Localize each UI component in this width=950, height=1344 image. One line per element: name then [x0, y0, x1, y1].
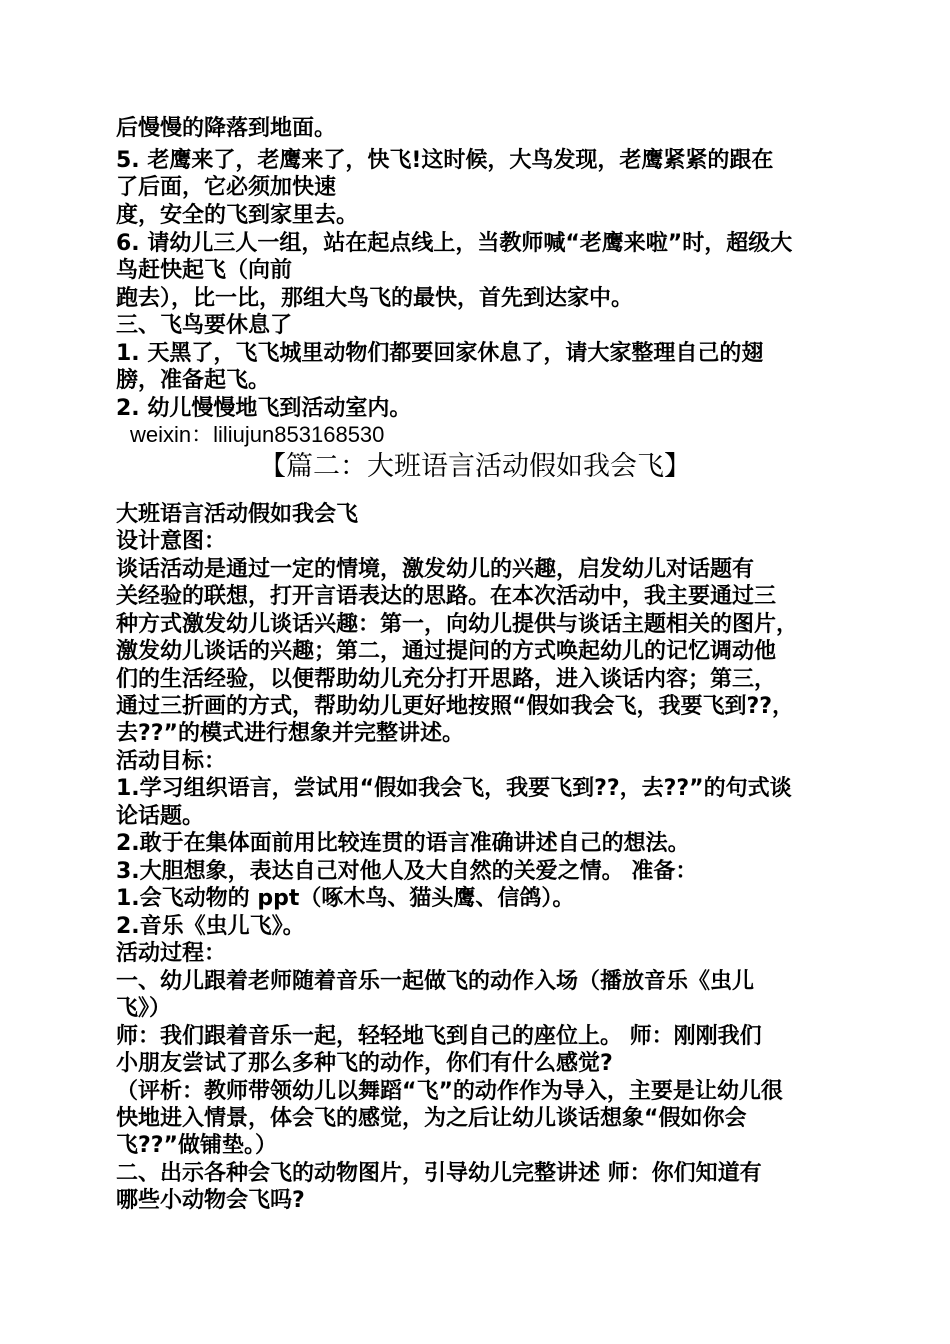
text-line: 2.敢于在集体面前用比较连贯的语言准确讲述自己的想法。	[116, 831, 690, 856]
text-line: 6. 请幼儿三人一组，站在起点线上，当教师喊“老鹰来啦”时，超级大	[116, 231, 793, 256]
text-line: 激发幼儿谈话的兴趣；第二，通过提问的方式唤起幼儿的记忆调动他	[116, 639, 777, 664]
text-line: 2. 幼儿慢慢地飞到活动室内。	[116, 396, 412, 421]
text-line: 快地进入情景，体会飞的感觉，为之后让幼儿谈话想象“假如你会	[116, 1106, 747, 1131]
text-line: 小朋友尝试了那么多种飞的动作，你们有什么感觉?	[116, 1051, 613, 1076]
text-line: 活动过程：	[116, 941, 227, 966]
text-line: 设计意图：	[116, 529, 227, 554]
text-line: 1.学习组织语言，尝试用“假如我会飞，我要飞到??，去??”的句式谈	[116, 776, 792, 801]
article-title: 大班语言活动假如我会飞	[116, 502, 359, 527]
text-line: 鸟赶快起飞（向前	[116, 258, 293, 283]
text-line: 谈话活动是通过一定的情境，激发幼儿的兴趣，启发幼儿对话题有	[116, 557, 755, 582]
text-line: 哪些小动物会飞吗?	[116, 1188, 305, 1213]
text-line: 去??”的模式进行想象并完整讲述。	[116, 721, 464, 746]
text-line: 后慢慢的降落到地面。	[116, 116, 337, 141]
text-line: 度，安全的飞到家里去。	[116, 203, 359, 228]
text-line: 1.会飞动物的 ppt（啄木鸟、猫头鹰、信鸽）。	[116, 886, 575, 911]
text-line: 论话题。	[116, 804, 205, 829]
text-line: 通过三折画的方式，帮助幼儿更好地按照“假如我会飞，我要飞到??，	[116, 694, 794, 719]
text-line: 种方式激发幼儿谈话兴趣：第一，向幼儿提供与谈话主题相关的图片，	[116, 612, 799, 637]
text-line: 一、幼儿跟着老师随着音乐一起做飞的动作入场（播放音乐《虫儿	[116, 969, 755, 994]
text-line: 二、出示各种会飞的动物图片，引导幼儿完整讲述 师：你们知道有	[116, 1161, 762, 1186]
text-line: 了后面，它必须加快速	[116, 175, 337, 200]
part-heading: 【篇二：大班语言活动假如我会飞】	[259, 451, 691, 482]
text-line: 1. 天黑了，飞飞城里动物们都要回家休息了，请大家整理自己的翅	[116, 341, 764, 366]
text-line: 师：我们跟着音乐一起，轻轻地飞到自己的座位上。 师：刚刚我们	[116, 1024, 762, 1049]
text-line: 5. 老鹰来了，老鹰来了，快飞!这时候，大鸟发现，老鹰紧紧的跟在	[116, 148, 774, 173]
text-line: 活动目标：	[116, 749, 227, 774]
text-line: 关经验的联想，打开言语表达的思路。在本次活动中，我主要通过三	[116, 584, 777, 609]
text-line: 们的生活经验，以便帮助幼儿充分打开思路，进入谈话内容；第三，	[116, 667, 777, 692]
text-line: 2.音乐《虫儿飞》。	[116, 914, 305, 939]
text-line: 膀，准备起飞。	[116, 368, 271, 393]
section-heading: 三、飞鸟要休息了	[116, 313, 293, 338]
text-line: （评析：教师带领幼儿以舞蹈“飞”的动作作为导入，主要是让幼儿很	[116, 1079, 783, 1104]
contact-line: weixin：liliujun853168530	[130, 422, 385, 447]
text-line: 3.大胆想象，表达自己对他人及大自然的关爱之情。 准备：	[116, 859, 698, 884]
text-line: 飞》）	[116, 996, 172, 1021]
text-line: 跑去），比一比，那组大鸟飞的最快，首先到达家中。	[116, 286, 634, 311]
text-line: 飞??”做铺垫。）	[116, 1133, 277, 1158]
